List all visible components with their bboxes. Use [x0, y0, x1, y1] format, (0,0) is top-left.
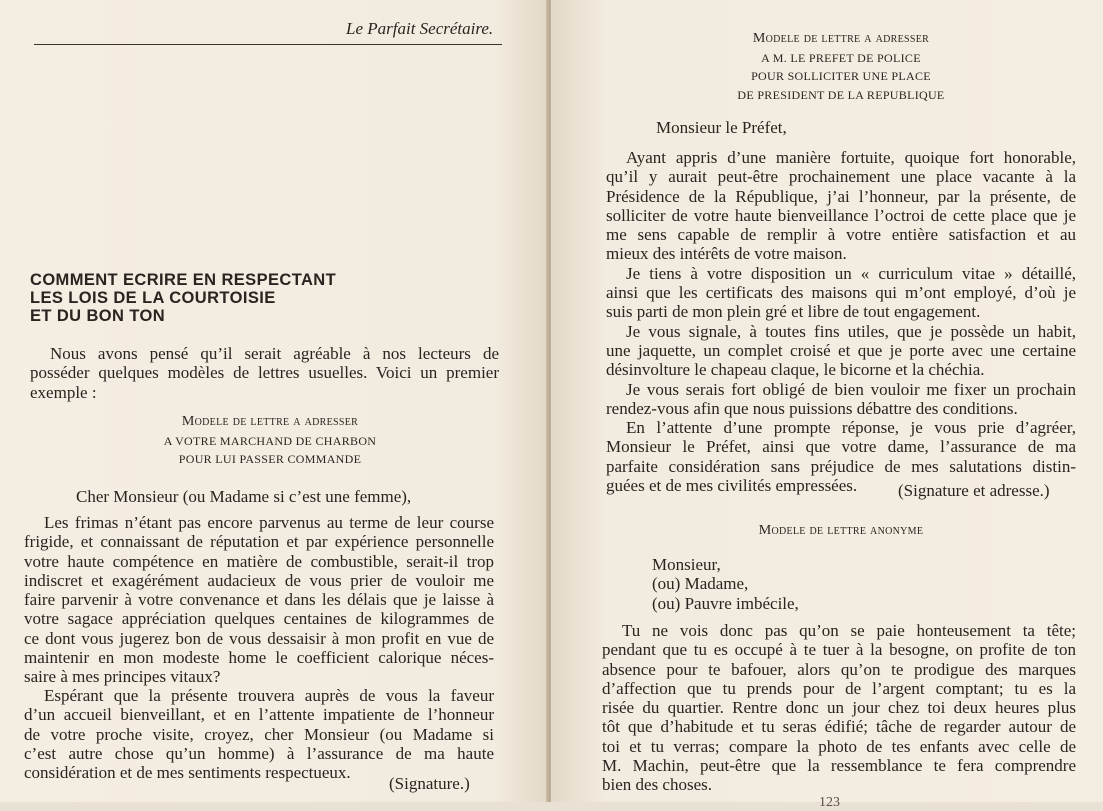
- chapter-title-line: LES LOIS DE LA COURTOISIE: [30, 289, 276, 307]
- header-rule: [34, 44, 502, 45]
- letter-heading: Modele de lettre a adresser A M. LE PREFET DE POLICE POUR SOLLICITER UNE PLACE DE PRESIDENT DE LA REPUBLIQUE: [737, 31, 945, 102]
- salutation: Cher Monsieur (ou Madame si c’est une femme),: [76, 487, 412, 506]
- letter-paragraph: Tu ne vois donc pas qu’on se paie honteusement ta tête; pendant que tu es occupé à te tuer à la besogne, on profite de ton absence pour te bafouer, alors qu’on te prodigue des marques d’affection que tu prends pour de l’argent comptant; tu es la risée du quartier. Rentre donc un jour chez toi deux heures plus tôt que d’habitude et tu seras édifié; tâche de regarder autour de toi et tu verras; compare la photo de tes enfants avec celle de M. Machin, peut-être que la ressemblance te fera comprendre bien des choses.: [602, 621, 1076, 795]
- salutation-line: (ou) Pauvre imbécile,: [652, 593, 799, 613]
- right-page: [551, 0, 1103, 810]
- signature: (Signature.): [389, 774, 470, 793]
- letter-heading: Modele de lettre anonyme: [758, 523, 924, 538]
- letter-body: Ayant appris d’une manière fortuite, quoique fort honorable, qu’il y aurait peut-être prochainement une place vacante à la Présidence de la République, j’ai l’honneur, par la présente, de solliciter de votre haute bienveillance l’octroi de cette place que je me sens capable de remplir à votre entière satisfaction et au mieux des intérêts de votre maison. Je tiens à votre disposition un « curriculum vitae » détaillé, ainsi que les certificats des maisons qui m’ont employé, d’où je suis parti de mon plein gré et libre de tout engagement. Je vous signale, à toutes fins utiles, que je possède un habit, une jaquette, un complet croisé et que je porte avec une certaine désinvolture le chapeau claque, le bicorne et la chéchia. Je vous serais fort obligé de bien vouloir me fixer un prochain rendez-vous afin que nous puissions débattre des conditions. En l’attente d’une prompte réponse, je vous prie d’agréer, Monsieur le Préfet, ainsi que votre dame, l’assurance de ma parfaite considération sans préjudice de mes salutations distin- guées et de mes civilités empressées.: [606, 148, 1076, 496]
- left-page: [0, 0, 548, 802]
- anonymous-salutations: [652, 555, 799, 613]
- running-head: Le Parfait Secrétaire.: [346, 19, 494, 38]
- chapter-title: [30, 271, 336, 325]
- signature: (Signature et adresse.): [898, 481, 1050, 500]
- salutation: Monsieur le Préfet,: [656, 118, 787, 137]
- chapter-title-line: COMMENT ECRIRE EN RESPECTANT: [30, 271, 337, 289]
- salutation-line: Monsieur,: [652, 555, 721, 574]
- intro-paragraph: Nous avons pensé qu’il serait agréable à nos lecteurs de posséder quelques modèles de lettres usuelles. Voici un premier exemple :: [30, 344, 499, 402]
- salutation-line: (ou) Madame,: [652, 574, 749, 594]
- letter-paragraph: Espérant que la présente trouvera auprès de vous la faveur d’un accueil bienveillant, et en l’attente impatiente de l’honneur de votre proche visite, croyez, cher Monsieur (ou Madame si c’est autre chose qu’un homme) à l’assurance de ma haute considération et de mes sentiments respectueux.: [24, 686, 494, 783]
- page-number: 123: [819, 795, 840, 810]
- letter-paragraph: Les frimas n’étant pas encore parvenus au terme de leur course frigide, et connaissant de réputation et par expérience personnelle votre haute compétence en matière de combustible, serait-il trop indiscret et exagérément audacieux de vous prier de vouloir me faire parvenir à votre convenance et dans les délais que je laisse à votre sagace appréciation quelques centaines de kilogrammes de ce dont vous jugerez bon de vous dessaisir à mon profit en vue de maintenir en mon modeste home le coefficient calorique néces- saire à mes principes vitaux?: [24, 513, 494, 687]
- chapter-title-line: ET DU BON TON: [30, 307, 166, 325]
- letter-heading: Modele de lettre a adresser A VOTRE MARCHAND DE CHARBON POUR LUI PASSER COMMANDE: [163, 414, 377, 466]
